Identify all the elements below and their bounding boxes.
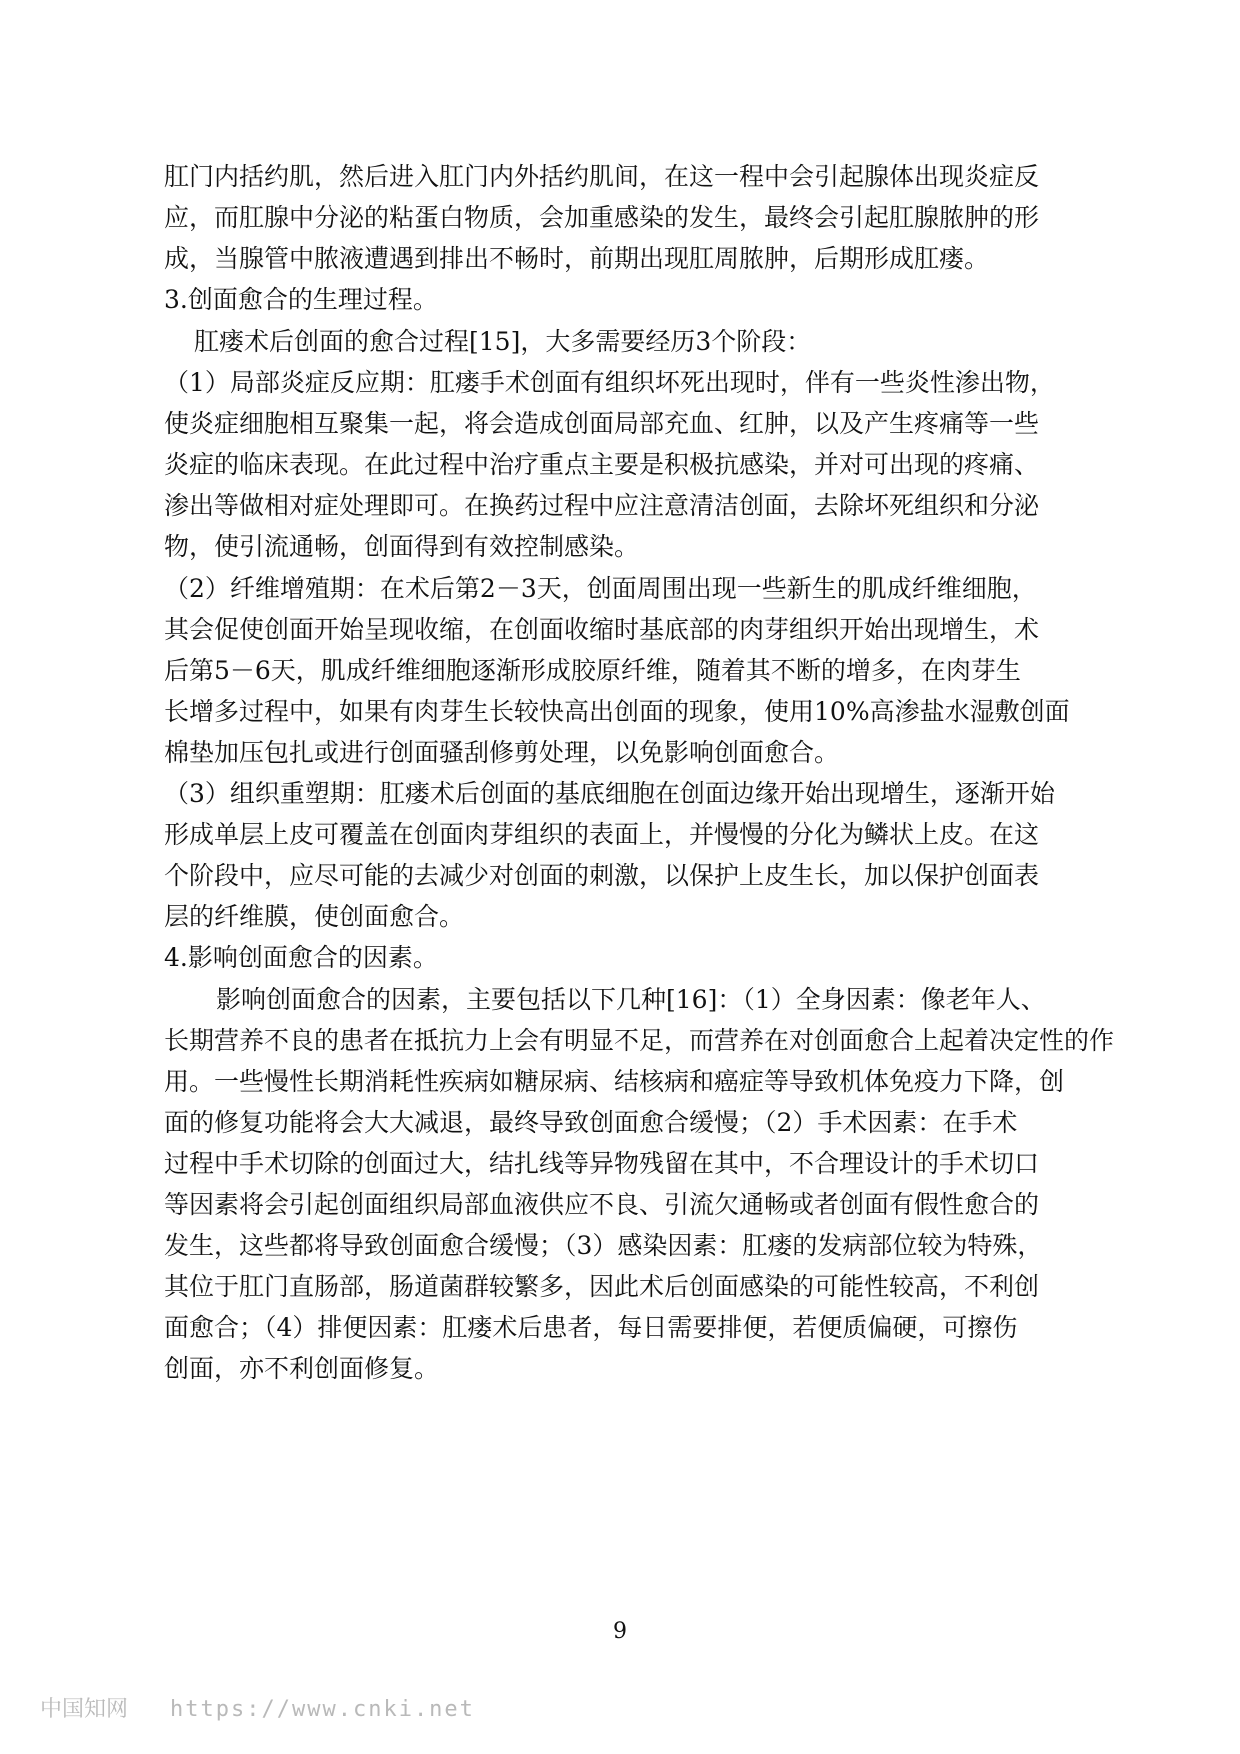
text-line: 肛瘘术后创面的愈合过程[15]，大多需要经历3个阶段： <box>194 327 812 356</box>
text-line: 渗出等做相对症处理即可。在换药过程中应注意清洁创面，去除坏死组织和分泌 <box>164 491 1040 520</box>
text-line: 面愈合；（4）排便因素：肛瘘术后患者，每日需要排便，若便质偏硬，可擦伤 <box>164 1313 1018 1342</box>
text-line: （3）组织重塑期：肛瘘术后创面的基底细胞在创面边缘开始出现增生，逐渐开始 <box>164 779 1055 808</box>
text-line: 成，当腺管中脓液遭遇到排出不畅时，前期出现肛周脓肿，后期形成肛瘘。 <box>164 244 990 273</box>
text-line: 等因素将会引起创面组织局部血液供应不良、引流欠通畅或者创面有假性愈合的 <box>164 1190 1040 1219</box>
text-line: 面的修复功能将会大大减退，最终导致创面愈合缓慢；（2）手术因素：在手术 <box>164 1108 1018 1137</box>
page-number: 9 <box>613 1619 627 1644</box>
section-heading: 4.影响创面愈合的因素。 <box>164 943 438 972</box>
text-line: 其会促使创面开始呈现收缩，在创面收缩时基底部的肉芽组织开始出现增生，术 <box>164 615 1040 644</box>
text-line: 影响创面愈合的因素，主要包括以下几种[16]：（1）全身因素：像老年人、 <box>216 985 1046 1014</box>
text-line: 物，使引流通畅，创面得到有效控制感染。 <box>164 532 640 561</box>
text-line: 个阶段中，应尽可能的去减少对创面的刺激，以保护上皮生长，加以保护创面表 <box>164 861 1040 890</box>
text-line: 形成单层上皮可覆盖在创面肉芽组织的表面上，并慢慢的分化为鳞状上皮。在这 <box>164 820 1040 849</box>
watermark-url[interactable]: https://www.cnki.net <box>170 1697 475 1722</box>
text-line: 长期营养不良的患者在抵抗力上会有明显不足，而营养在对创面愈合上起着决定性的作 <box>164 1026 1115 1055</box>
watermark <box>40 1692 475 1723</box>
text-line: 后第5－6天，肌成纤维细胞逐渐形成胶原纤维，随着其不断的增多，在肉芽生 <box>164 656 1021 685</box>
text-line: 肛门内括约肌，然后进入肛门内外括约肌间，在这一程中会引起腺体出现炎症反 <box>164 162 1040 191</box>
text-line: 其位于肛门直肠部，肠道菌群较繁多，因此术后创面感染的可能性较高，不利创 <box>164 1272 1040 1301</box>
text-line: 棉垫加压包扎或进行创面骚刮修剪处理，以免影响创面愈合。 <box>164 738 840 767</box>
section-heading: 3.创面愈合的生理过程。 <box>164 285 438 314</box>
text-line: （2）纤维增殖期：在术后第2－3天，创面周围出现一些新生的肌成纤维细胞， <box>164 574 1037 603</box>
text-line: 创面，亦不利创面修复。 <box>164 1354 440 1383</box>
text-line: 用。一些慢性长期消耗性疾病如糖尿病、结核病和癌症等导致机体免疫力下降，创 <box>164 1067 1065 1096</box>
text-line: 层的纤维膜，使创面愈合。 <box>164 902 465 931</box>
text-line: 炎症的临床表现。在此过程中治疗重点主要是积极抗感染，并对可出现的疼痛、 <box>164 450 1040 479</box>
text-line: 长增多过程中，如果有肉芽生长较快高出创面的现象，使用10%高渗盐水湿敷创面 <box>164 697 1070 726</box>
watermark-brand: 中国知网 <box>40 1697 129 1722</box>
text-line: 过程中手术切除的创面过大，结扎线等异物残留在其中，不合理设计的手术切口 <box>164 1149 1040 1178</box>
text-line: 使炎症细胞相互聚集一起，将会造成创面局部充血、红肿，以及产生疼痛等一些 <box>164 409 1040 438</box>
text-line: （1）局部炎症反应期：肛瘘手术创面有组织坏死出现时，伴有一些炎性渗出物， <box>164 368 1055 397</box>
text-line: 发生，这些都将导致创面愈合缓慢；（3）感染因素：肛瘘的发病部位较为特殊， <box>164 1231 1043 1260</box>
text-line: 应，而肛腺中分泌的粘蛋白物质，会加重感染的发生，最终会引起肛腺脓肿的形 <box>164 203 1040 232</box>
